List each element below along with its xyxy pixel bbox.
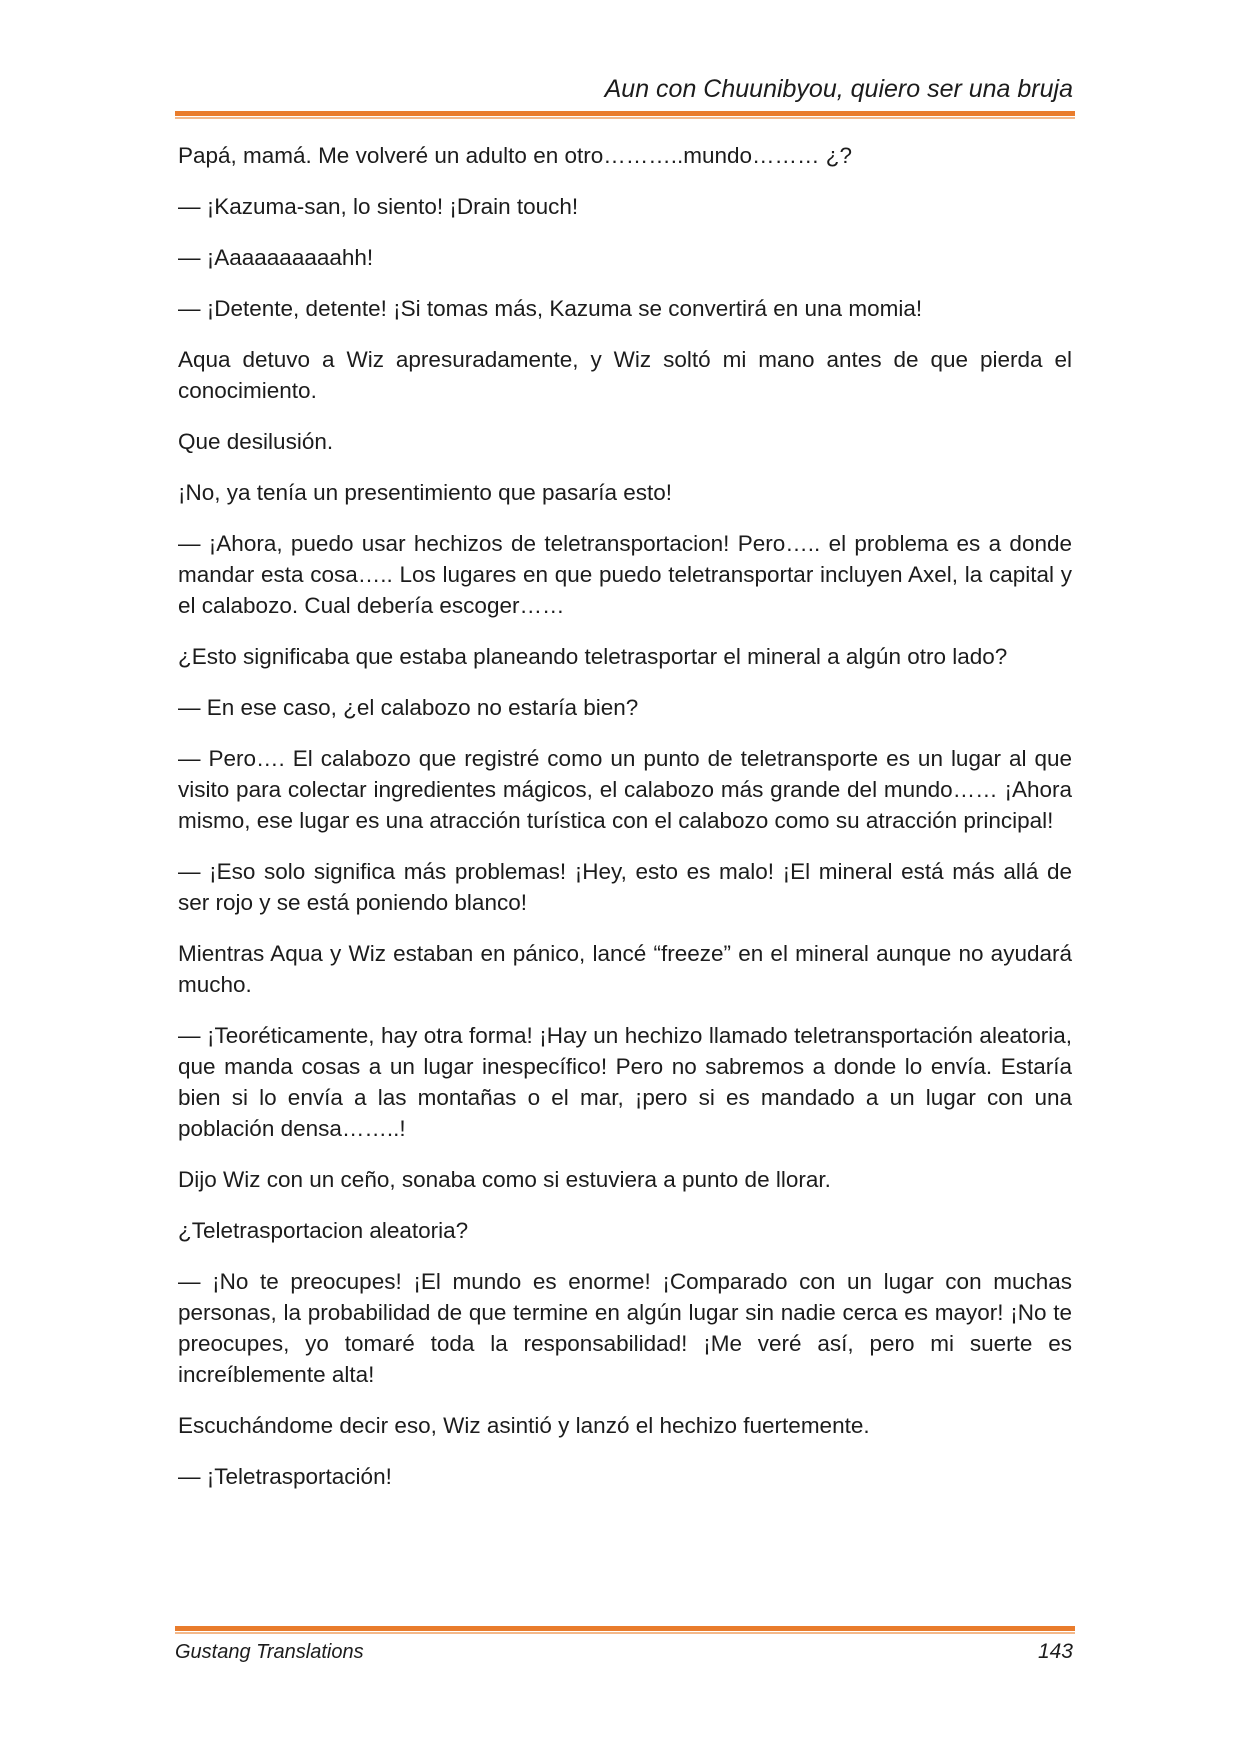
paragraph: Que desilusión. (178, 429, 334, 454)
page-number: 143 (1037, 1640, 1073, 1663)
book-title: Aun con Chuunibyou, quiero ser una bruja (604, 75, 1073, 103)
paragraph: — ¡Teletrasportación! (178, 1464, 392, 1489)
paragraph: ¿Teletrasportacion aleatoria? (178, 1218, 469, 1243)
page-body (178, 140, 1072, 1512)
paragraph: — ¡Eso solo significa más problemas! ¡Hey, esto es malo! ¡El mineral está más allá de ser rojo y se está poniendo blanco! (178, 859, 1072, 915)
paragraph: ¿Esto significaba que estaba planeando teletrasportar el mineral a algún otro lado? (178, 644, 1008, 669)
paragraph: Aqua detuvo a Wiz apresuradamente, y Wiz soltó mi mano antes de que pierda el conocimiento. (178, 347, 1072, 403)
paragraph: Dijo Wiz con un ceño, sonaba como si estuviera a punto de llorar. (178, 1167, 831, 1192)
paragraph: — ¡Teoréticamente, hay otra forma! ¡Hay un hechizo llamado teletransportación aleatoria, que manda cosas a un lugar inespecífico! Pero no sabremos a donde lo envía. Estaría bien si lo envía a las montañas o el mar, ¡pero si es mandado a un lugar con una población densa……..! (178, 1023, 1072, 1141)
paragraph: — ¡Kazuma-san, lo siento! ¡Drain touch! (178, 194, 579, 219)
paragraph: — En ese caso, ¿el calabozo no estaría bien? (178, 695, 639, 720)
paragraph: ¡No, ya tenía un presentimiento que pasaría esto! (178, 480, 673, 505)
paragraph: Escuchándome decir eso, Wiz asintió y lanzó el hechizo fuertemente. (178, 1413, 870, 1438)
publisher-name: Gustang Translations (175, 1641, 364, 1663)
paragraph: — ¡Aaaaaaaaaahh! (178, 245, 374, 270)
paragraph: Papá, mamá. Me volveré un adulto en otro………..mundo……… ¿? (178, 143, 853, 168)
paragraph: — ¡Detente, detente! ¡Si tomas más, Kazuma se convertirá en una momia! (178, 296, 923, 321)
paragraph: Mientras Aqua y Wiz estaban en pánico, lancé “freeze” en el mineral aunque no ayudará mucho. (178, 941, 1072, 997)
page-header (175, 70, 1075, 116)
paragraph: — ¡No te preocupes! ¡El mundo es enorme! ¡Comparado con un lugar con muchas personas, la probabilidad de que termine en algún lugar sin nadie cerca es mayor! ¡No te preocupes, yo tomaré toda la responsabilidad! ¡Me veré así, pero mi suerte es increíblemente alta! (178, 1269, 1072, 1387)
footer-rule (175, 1626, 1075, 1631)
footer-row (175, 1637, 1075, 1667)
paragraph: — Pero…. El calabozo que registré como un punto de teletransporte es un lugar al que visito para colectar ingredientes mágicos, el calabozo más grande del mundo…… ¡Ahora mismo, ese lugar es una atracción turística con el calabozo como su atracción principal! (178, 746, 1072, 833)
header-rule (175, 111, 1075, 116)
paragraph: — ¡Ahora, puedo usar hechizos de teletransportacion! Pero….. el problema es a donde mandar esta cosa….. Los lugares en que puedo teletransportar incluyen Axel, la capital y el calabozo. Cual debería escoger…… (178, 531, 1072, 618)
page-footer (175, 1623, 1075, 1667)
